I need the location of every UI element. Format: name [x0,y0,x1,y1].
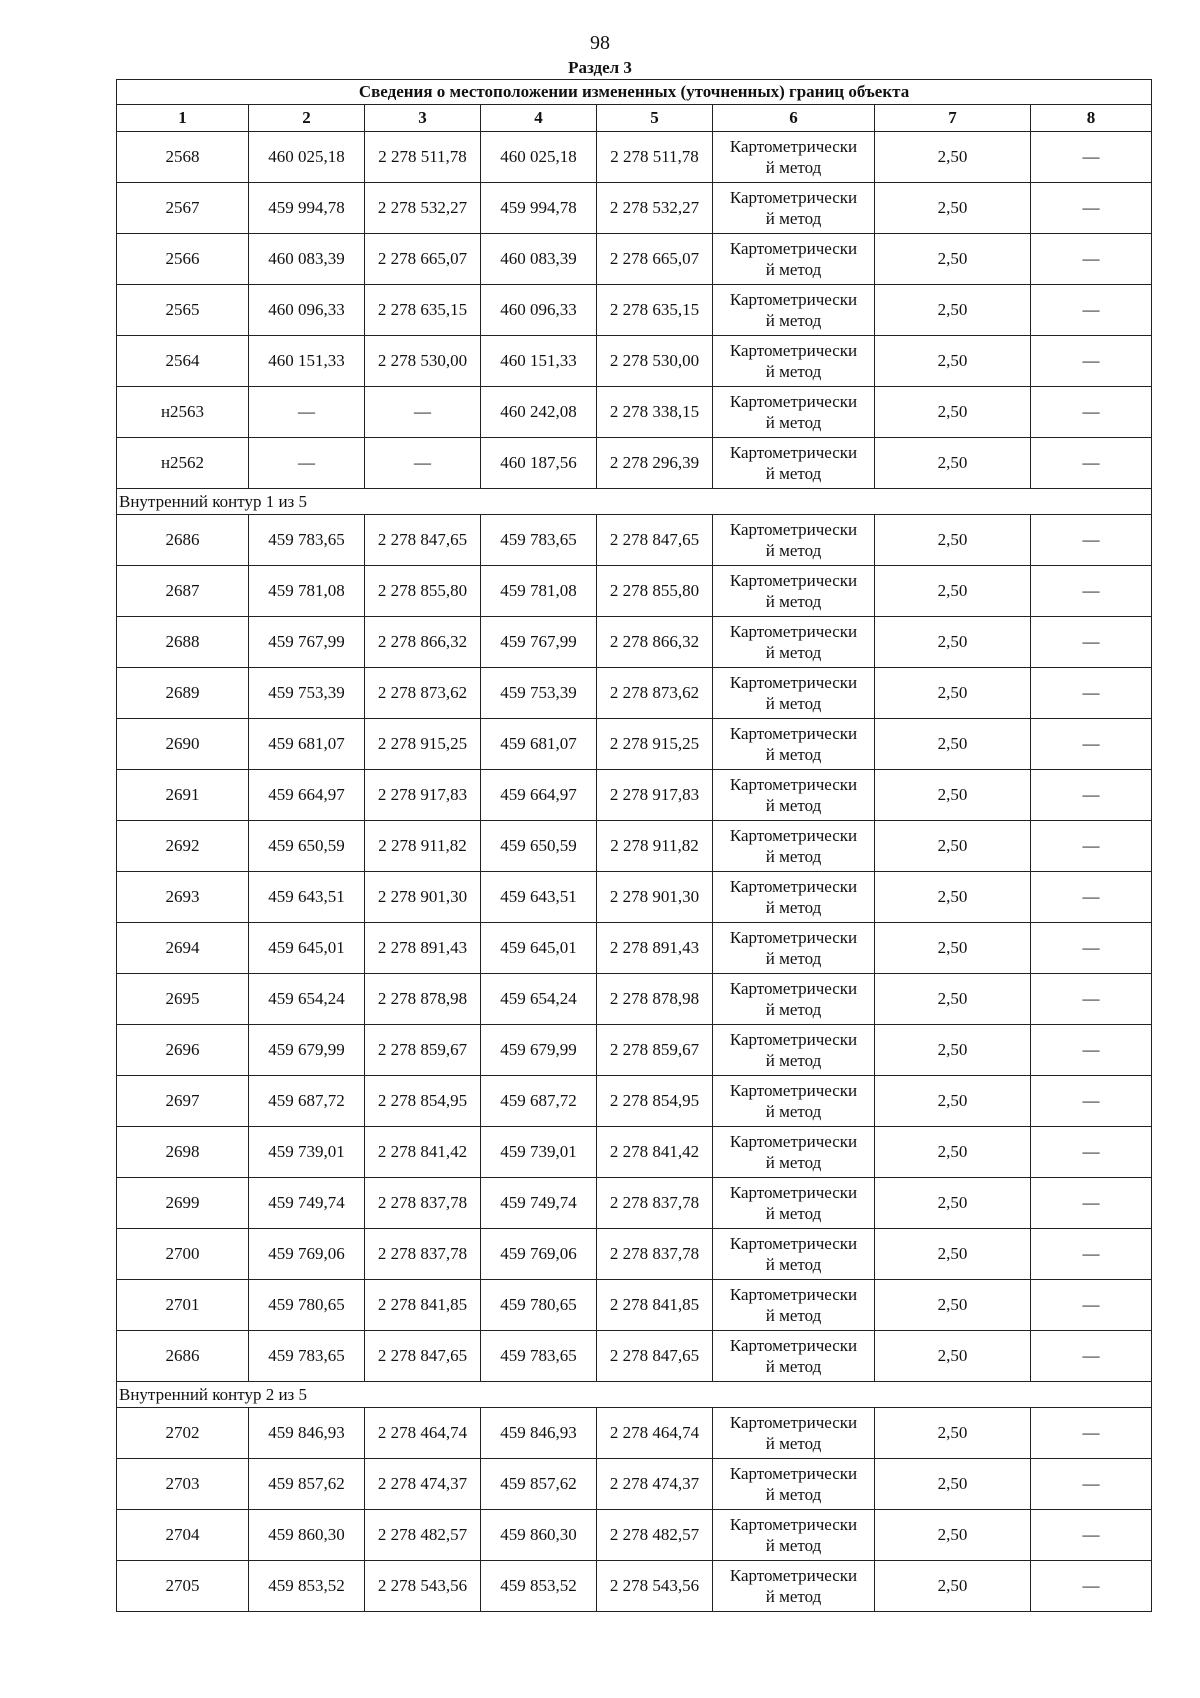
table-body [117,132,1152,1612]
method-cell: Картометрически й метод [713,1331,875,1382]
y-new-cell: 2 278 891,43 [597,923,713,974]
x-new-cell: 459 645,01 [481,923,597,974]
x-old-cell: 459 769,06 [249,1229,365,1280]
x-old-cell: 459 679,99 [249,1025,365,1076]
method-cell: Картометрически й метод [713,923,875,974]
table-row [117,1561,1152,1612]
note-cell: — [1031,1229,1152,1280]
column-header-5: 5 [597,105,713,132]
method-cell: Картометрически й метод [713,1280,875,1331]
accuracy-cell: 2,50 [875,234,1031,285]
note-cell: — [1031,132,1152,183]
note-cell: — [1031,438,1152,489]
note-cell: — [1031,1025,1152,1076]
x-old-cell: 459 780,65 [249,1280,365,1331]
y-new-cell: 2 278 878,98 [597,974,713,1025]
accuracy-cell: 2,50 [875,872,1031,923]
x-old-cell: 459 664,97 [249,770,365,821]
method-cell: Картометрически й метод [713,1127,875,1178]
note-cell: — [1031,183,1152,234]
x-old-cell: 459 645,01 [249,923,365,974]
y-new-cell: 2 278 915,25 [597,719,713,770]
x-old-cell: 459 654,24 [249,974,365,1025]
x-new-cell: 459 650,59 [481,821,597,872]
x-old-cell: 460 151,33 [249,336,365,387]
column-header-8: 8 [1031,105,1152,132]
x-new-cell: 459 687,72 [481,1076,597,1127]
point-number-cell: 2568 [117,132,249,183]
y-old-cell: 2 278 854,95 [365,1076,481,1127]
accuracy-cell: 2,50 [875,1459,1031,1510]
contour-label: Внутренний контур 2 из 5 [117,1382,1152,1408]
y-old-cell: 2 278 530,00 [365,336,481,387]
accuracy-cell: 2,50 [875,1229,1031,1280]
x-old-cell: 459 650,59 [249,821,365,872]
y-new-cell: 2 278 837,78 [597,1178,713,1229]
point-number-cell: 2702 [117,1408,249,1459]
column-header-row [117,105,1152,132]
y-old-cell: 2 278 873,62 [365,668,481,719]
method-cell: Картометрически й метод [713,1459,875,1510]
point-number-cell: 2699 [117,1178,249,1229]
table-row [117,1025,1152,1076]
accuracy-cell: 2,50 [875,1076,1031,1127]
accuracy-cell: 2,50 [875,1025,1031,1076]
point-number-cell: 2564 [117,336,249,387]
x-old-cell: 459 767,99 [249,617,365,668]
x-new-cell: 459 780,65 [481,1280,597,1331]
x-new-cell: 459 857,62 [481,1459,597,1510]
y-new-cell: 2 278 901,30 [597,872,713,923]
table-row [117,438,1152,489]
method-cell: Картометрически й метод [713,872,875,923]
x-new-cell: 459 846,93 [481,1408,597,1459]
x-new-cell: 459 643,51 [481,872,597,923]
method-cell: Картометрически й метод [713,821,875,872]
point-number-cell: 2689 [117,668,249,719]
x-new-cell: 459 783,65 [481,515,597,566]
x-new-cell: 460 083,39 [481,234,597,285]
accuracy-cell: 2,50 [875,132,1031,183]
x-old-cell: — [249,387,365,438]
note-cell: — [1031,617,1152,668]
accuracy-cell: 2,50 [875,183,1031,234]
table-row [117,1280,1152,1331]
method-cell: Картометрически й метод [713,770,875,821]
method-cell: Картометрически й метод [713,1025,875,1076]
note-cell: — [1031,336,1152,387]
note-cell: — [1031,974,1152,1025]
x-new-cell: 459 860,30 [481,1510,597,1561]
point-number-cell: 2697 [117,1076,249,1127]
y-new-cell: 2 278 841,42 [597,1127,713,1178]
note-cell: — [1031,821,1152,872]
x-old-cell: 459 994,78 [249,183,365,234]
column-header-3: 3 [365,105,481,132]
x-new-cell: 459 853,52 [481,1561,597,1612]
y-new-cell: 2 278 635,15 [597,285,713,336]
method-cell: Картометрически й метод [713,1408,875,1459]
y-new-cell: 2 278 854,95 [597,1076,713,1127]
note-cell: — [1031,515,1152,566]
method-cell: Картометрически й метод [713,617,875,668]
method-cell: Картометрически й метод [713,1510,875,1561]
method-cell: Картометрически й метод [713,285,875,336]
x-new-cell: 459 769,06 [481,1229,597,1280]
table-row [117,285,1152,336]
x-old-cell: 459 783,65 [249,1331,365,1382]
column-header-6: 6 [713,105,875,132]
table-row [117,821,1152,872]
y-new-cell: 2 278 917,83 [597,770,713,821]
contour-label: Внутренний контур 1 из 5 [117,489,1152,515]
x-old-cell: 459 739,01 [249,1127,365,1178]
table-row [117,1331,1152,1382]
accuracy-cell: 2,50 [875,1408,1031,1459]
accuracy-cell: 2,50 [875,923,1031,974]
accuracy-cell: 2,50 [875,285,1031,336]
point-number-cell: 2686 [117,515,249,566]
note-cell: — [1031,923,1152,974]
point-number-cell: 2688 [117,617,249,668]
y-new-cell: 2 278 866,32 [597,617,713,668]
table-row [117,566,1152,617]
method-cell: Картометрически й метод [713,719,875,770]
note-cell: — [1031,872,1152,923]
accuracy-cell: 2,50 [875,1510,1031,1561]
table-row [117,183,1152,234]
x-old-cell: — [249,438,365,489]
table-row [117,1408,1152,1459]
table-row [117,515,1152,566]
y-new-cell: 2 278 841,85 [597,1280,713,1331]
method-cell: Картометрически й метод [713,515,875,566]
table-row [117,336,1152,387]
y-new-cell: 2 278 511,78 [597,132,713,183]
y-old-cell: — [365,438,481,489]
x-old-cell: 459 846,93 [249,1408,365,1459]
point-number-cell: 2705 [117,1561,249,1612]
accuracy-cell: 2,50 [875,566,1031,617]
note-cell: — [1031,566,1152,617]
x-old-cell: 460 083,39 [249,234,365,285]
column-header-4: 4 [481,105,597,132]
table-row [117,132,1152,183]
method-cell: Картометрически й метод [713,566,875,617]
x-new-cell: 459 994,78 [481,183,597,234]
y-old-cell: 2 278 511,78 [365,132,481,183]
accuracy-cell: 2,50 [875,1127,1031,1178]
note-cell: — [1031,1280,1152,1331]
note-cell: — [1031,1331,1152,1382]
y-old-cell: 2 278 482,57 [365,1510,481,1561]
y-new-cell: 2 278 873,62 [597,668,713,719]
accuracy-cell: 2,50 [875,387,1031,438]
table-row [117,617,1152,668]
point-number-cell: 2701 [117,1280,249,1331]
x-old-cell: 460 025,18 [249,132,365,183]
y-new-cell: 2 278 859,67 [597,1025,713,1076]
x-new-cell: 460 096,33 [481,285,597,336]
y-old-cell: 2 278 532,27 [365,183,481,234]
table-row [117,1510,1152,1561]
table-row [117,872,1152,923]
method-cell: Картометрически й метод [713,183,875,234]
column-header-7: 7 [875,105,1031,132]
table-row [117,1459,1152,1510]
note-cell: — [1031,387,1152,438]
x-new-cell: 459 681,07 [481,719,597,770]
note-cell: — [1031,1459,1152,1510]
table-row [117,1229,1152,1280]
x-old-cell: 459 853,52 [249,1561,365,1612]
y-new-cell: 2 278 296,39 [597,438,713,489]
accuracy-cell: 2,50 [875,1561,1031,1612]
y-new-cell: 2 278 482,57 [597,1510,713,1561]
method-cell: Картометрически й метод [713,132,875,183]
point-number-cell: 2567 [117,183,249,234]
method-cell: Картометрически й метод [713,438,875,489]
point-number-cell: 2696 [117,1025,249,1076]
method-cell: Картометрически й метод [713,1229,875,1280]
x-old-cell: 459 857,62 [249,1459,365,1510]
x-new-cell: 460 242,08 [481,387,597,438]
x-new-cell: 459 781,08 [481,566,597,617]
x-new-cell: 460 025,18 [481,132,597,183]
table-row [117,770,1152,821]
table-row [117,387,1152,438]
point-number-cell: 2691 [117,770,249,821]
table-row [117,1076,1152,1127]
point-number-cell: 2698 [117,1127,249,1178]
note-cell: — [1031,770,1152,821]
point-number-cell: 2687 [117,566,249,617]
table-row [117,234,1152,285]
x-old-cell: 459 781,08 [249,566,365,617]
method-cell: Картометрически й метод [713,1076,875,1127]
accuracy-cell: 2,50 [875,336,1031,387]
point-number-cell: 2686 [117,1331,249,1382]
y-old-cell: 2 278 474,37 [365,1459,481,1510]
accuracy-cell: 2,50 [875,974,1031,1025]
table-row [117,1178,1152,1229]
contour-header-row [117,489,1152,515]
y-new-cell: 2 278 543,56 [597,1561,713,1612]
y-new-cell: 2 278 665,07 [597,234,713,285]
x-old-cell: 459 753,39 [249,668,365,719]
boundary-coordinates-table [116,79,1152,1612]
y-old-cell: 2 278 837,78 [365,1178,481,1229]
method-cell: Картометрически й метод [713,336,875,387]
y-old-cell: 2 278 859,67 [365,1025,481,1076]
y-new-cell: 2 278 530,00 [597,336,713,387]
y-old-cell: 2 278 855,80 [365,566,481,617]
section-title: Раздел 3 [568,58,632,77]
x-new-cell: 459 739,01 [481,1127,597,1178]
method-cell: Картометрически й метод [713,974,875,1025]
point-number-cell: 2690 [117,719,249,770]
y-old-cell: 2 278 847,65 [365,1331,481,1382]
x-new-cell: 459 749,74 [481,1178,597,1229]
y-new-cell: 2 278 847,65 [597,1331,713,1382]
note-cell: — [1031,719,1152,770]
point-number-cell: 2700 [117,1229,249,1280]
point-number-cell: н2562 [117,438,249,489]
y-new-cell: 2 278 855,80 [597,566,713,617]
point-number-cell: 2704 [117,1510,249,1561]
y-new-cell: 2 278 847,65 [597,515,713,566]
column-header-1: 1 [117,105,249,132]
table-row [117,923,1152,974]
y-old-cell: 2 278 665,07 [365,234,481,285]
point-number-cell: 2703 [117,1459,249,1510]
accuracy-cell: 2,50 [875,1331,1031,1382]
column-header-2: 2 [249,105,365,132]
y-old-cell: 2 278 837,78 [365,1229,481,1280]
note-cell: — [1031,1561,1152,1612]
note-cell: — [1031,1510,1152,1561]
contour-header-row [117,1382,1152,1408]
method-cell: Картометрически й метод [713,1561,875,1612]
method-cell: Картометрически й метод [713,668,875,719]
table-row [117,668,1152,719]
x-new-cell: 460 151,33 [481,336,597,387]
note-cell: — [1031,234,1152,285]
y-old-cell: 2 278 635,15 [365,285,481,336]
point-number-cell: 2694 [117,923,249,974]
note-cell: — [1031,668,1152,719]
method-cell: Картометрически й метод [713,1178,875,1229]
x-old-cell: 459 687,72 [249,1076,365,1127]
x-old-cell: 459 643,51 [249,872,365,923]
accuracy-cell: 2,50 [875,438,1031,489]
note-cell: — [1031,1408,1152,1459]
note-cell: — [1031,1076,1152,1127]
point-number-cell: н2563 [117,387,249,438]
point-number-cell: 2566 [117,234,249,285]
table-row [117,1127,1152,1178]
y-old-cell: 2 278 901,30 [365,872,481,923]
y-old-cell: 2 278 915,25 [365,719,481,770]
x-new-cell: 459 679,99 [481,1025,597,1076]
method-cell: Картометрически й метод [713,234,875,285]
y-new-cell: 2 278 837,78 [597,1229,713,1280]
note-cell: — [1031,1127,1152,1178]
y-old-cell: 2 278 543,56 [365,1561,481,1612]
y-old-cell: 2 278 878,98 [365,974,481,1025]
y-old-cell: 2 278 464,74 [365,1408,481,1459]
point-number-cell: 2692 [117,821,249,872]
x-new-cell: 459 753,39 [481,668,597,719]
accuracy-cell: 2,50 [875,668,1031,719]
y-new-cell: 2 278 474,37 [597,1459,713,1510]
accuracy-cell: 2,50 [875,1178,1031,1229]
y-old-cell: 2 278 917,83 [365,770,481,821]
point-number-cell: 2565 [117,285,249,336]
y-old-cell: 2 278 866,32 [365,617,481,668]
accuracy-cell: 2,50 [875,617,1031,668]
point-number-cell: 2693 [117,872,249,923]
accuracy-cell: 2,50 [875,770,1031,821]
point-number-cell: 2695 [117,974,249,1025]
page-number: 98 [590,32,610,54]
x-old-cell: 460 096,33 [249,285,365,336]
x-old-cell: 459 860,30 [249,1510,365,1561]
x-old-cell: 459 783,65 [249,515,365,566]
note-cell: — [1031,285,1152,336]
y-old-cell: 2 278 891,43 [365,923,481,974]
y-old-cell: 2 278 847,65 [365,515,481,566]
accuracy-cell: 2,50 [875,515,1031,566]
x-old-cell: 459 681,07 [249,719,365,770]
y-new-cell: 2 278 338,15 [597,387,713,438]
accuracy-cell: 2,50 [875,1280,1031,1331]
table-title: Сведения о местоположении измененных (уточненных) границ объекта [117,80,1152,105]
y-old-cell: 2 278 841,42 [365,1127,481,1178]
x-new-cell: 460 187,56 [481,438,597,489]
x-new-cell: 459 654,24 [481,974,597,1025]
y-new-cell: 2 278 911,82 [597,821,713,872]
table-row [117,974,1152,1025]
x-new-cell: 459 664,97 [481,770,597,821]
table-row [117,719,1152,770]
note-cell: — [1031,1178,1152,1229]
x-new-cell: 459 783,65 [481,1331,597,1382]
y-new-cell: 2 278 464,74 [597,1408,713,1459]
y-new-cell: 2 278 532,27 [597,183,713,234]
accuracy-cell: 2,50 [875,821,1031,872]
y-old-cell: 2 278 841,85 [365,1280,481,1331]
accuracy-cell: 2,50 [875,719,1031,770]
method-cell: Картометрически й метод [713,387,875,438]
x-new-cell: 459 767,99 [481,617,597,668]
y-old-cell: — [365,387,481,438]
y-old-cell: 2 278 911,82 [365,821,481,872]
x-old-cell: 459 749,74 [249,1178,365,1229]
